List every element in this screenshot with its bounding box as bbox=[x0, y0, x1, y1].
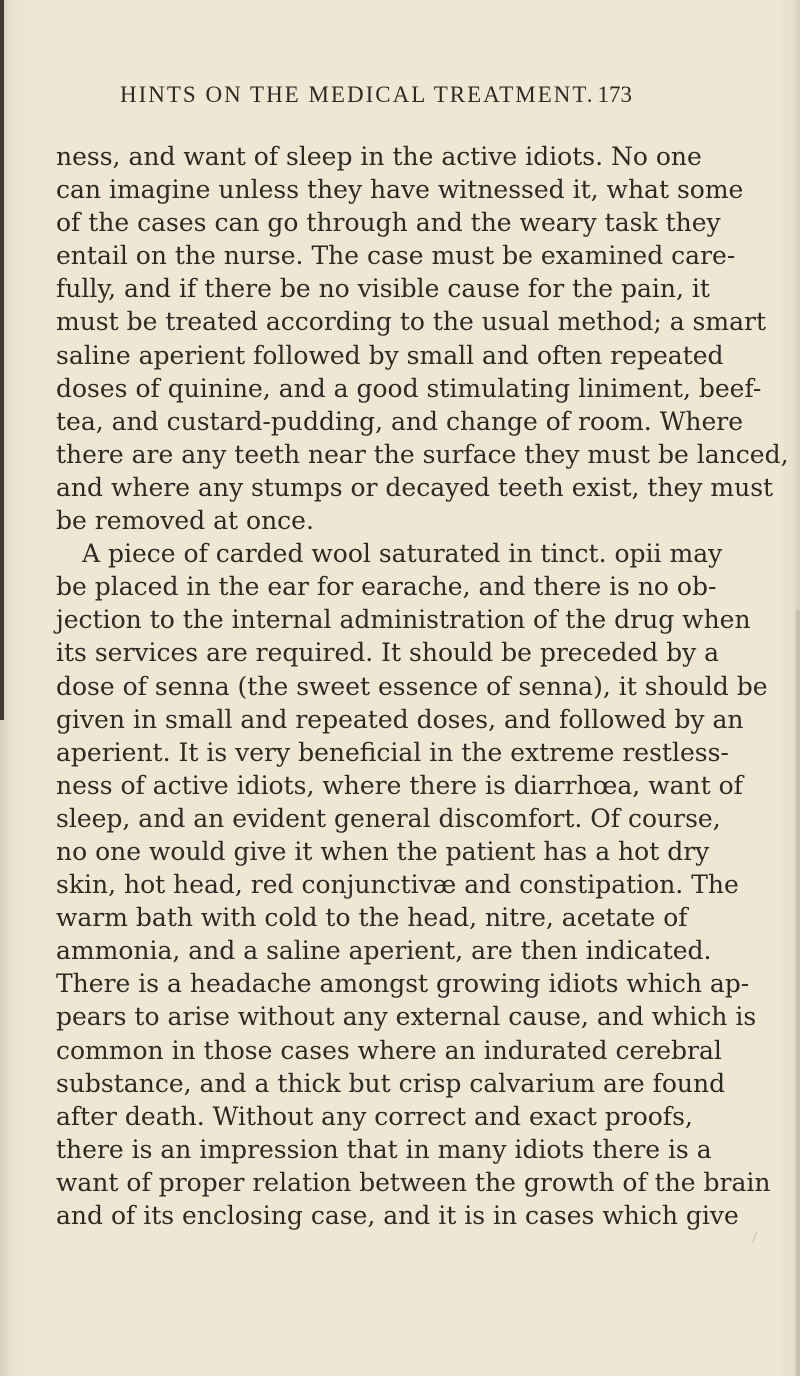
text-line: A piece of carded wool saturated in tinct. opii may bbox=[82, 539, 723, 569]
text-line: of the cases can go through and the weary task they bbox=[56, 208, 721, 238]
text-line: can imagine unless they have witnessed it, what some bbox=[56, 175, 744, 205]
text-line: after death. Without any correct and exact proofs, bbox=[56, 1101, 693, 1131]
running-head: HINTS ON THE MEDICAL TREATMENT. bbox=[120, 82, 595, 107]
text-line: pears to arise without any external cause, and which is bbox=[56, 1002, 757, 1032]
left-binding-shadow bbox=[0, 0, 4, 720]
text-line: be placed in the ear for earache, and there is no ob- bbox=[56, 572, 717, 602]
text-line: fully, and if there be no visible cause for the pain, it bbox=[56, 274, 710, 304]
text-line: There is a headache amongst growing idiots which ap- bbox=[56, 969, 750, 999]
text-line: ammonia, and a saline aperient, are then indicated. bbox=[56, 936, 712, 966]
text-line: there is an impression that in many idiots there is a bbox=[56, 1134, 712, 1164]
text-line: entail on the nurse. The case must be examined care- bbox=[56, 241, 736, 271]
paper-mark bbox=[752, 1231, 763, 1245]
text-line: dose of senna (the sweet essence of senna), it should be bbox=[56, 671, 768, 701]
text-line: warm bath with cold to the head, nitre, acetate of bbox=[56, 903, 688, 933]
text-line: must be treated according to the usual method; a smart bbox=[56, 307, 766, 337]
text-line: and of its enclosing case, and it is in cases which give bbox=[56, 1201, 739, 1230]
text-line: sleep, and an evident general discomfort. Of course, bbox=[56, 803, 721, 833]
text-line: skin, hot head, red conjunctivæ and constipation. The bbox=[56, 870, 739, 900]
text-line: aperient. It is very beneficial in the extreme restless- bbox=[56, 737, 729, 767]
text-line: be removed at once. bbox=[56, 506, 314, 536]
text-line: there are any teeth near the surface they must be lanced, bbox=[56, 439, 789, 469]
page-header bbox=[120, 82, 632, 118]
text-line: no one would give it when the patient has a hot dry bbox=[56, 836, 710, 866]
text-line: common in those cases where an indurated cerebral bbox=[56, 1035, 722, 1065]
text-line: ness, and want of sleep in the active idiots. No one bbox=[56, 142, 702, 171]
text-line: given in small and repeated doses, and followed by an bbox=[56, 704, 744, 734]
text-line: ness of active idiots, where there is diarrhœa, want of bbox=[56, 770, 743, 800]
text-line: its services are required. It should be preceded by a bbox=[56, 638, 720, 668]
right-binding-edge bbox=[796, 610, 800, 1376]
text-line: tea, and custard-pudding, and change of room. Where bbox=[56, 406, 744, 436]
text-line: and where any stumps or decayed teeth exist, they must bbox=[56, 472, 774, 502]
text-line: jection to the internal administration of the drug when bbox=[56, 605, 751, 635]
text-line: substance, and a thick but crisp calvarium are found bbox=[56, 1068, 726, 1098]
text-line: saline aperient followed by small and often repeated bbox=[56, 340, 724, 370]
text-line: want of proper relation between the growth of the brain bbox=[56, 1167, 771, 1197]
page-number: 173 bbox=[597, 82, 632, 107]
body-text bbox=[56, 140, 789, 1232]
text-line: doses of quinine, and a good stimulating liniment, beef- bbox=[56, 373, 762, 403]
